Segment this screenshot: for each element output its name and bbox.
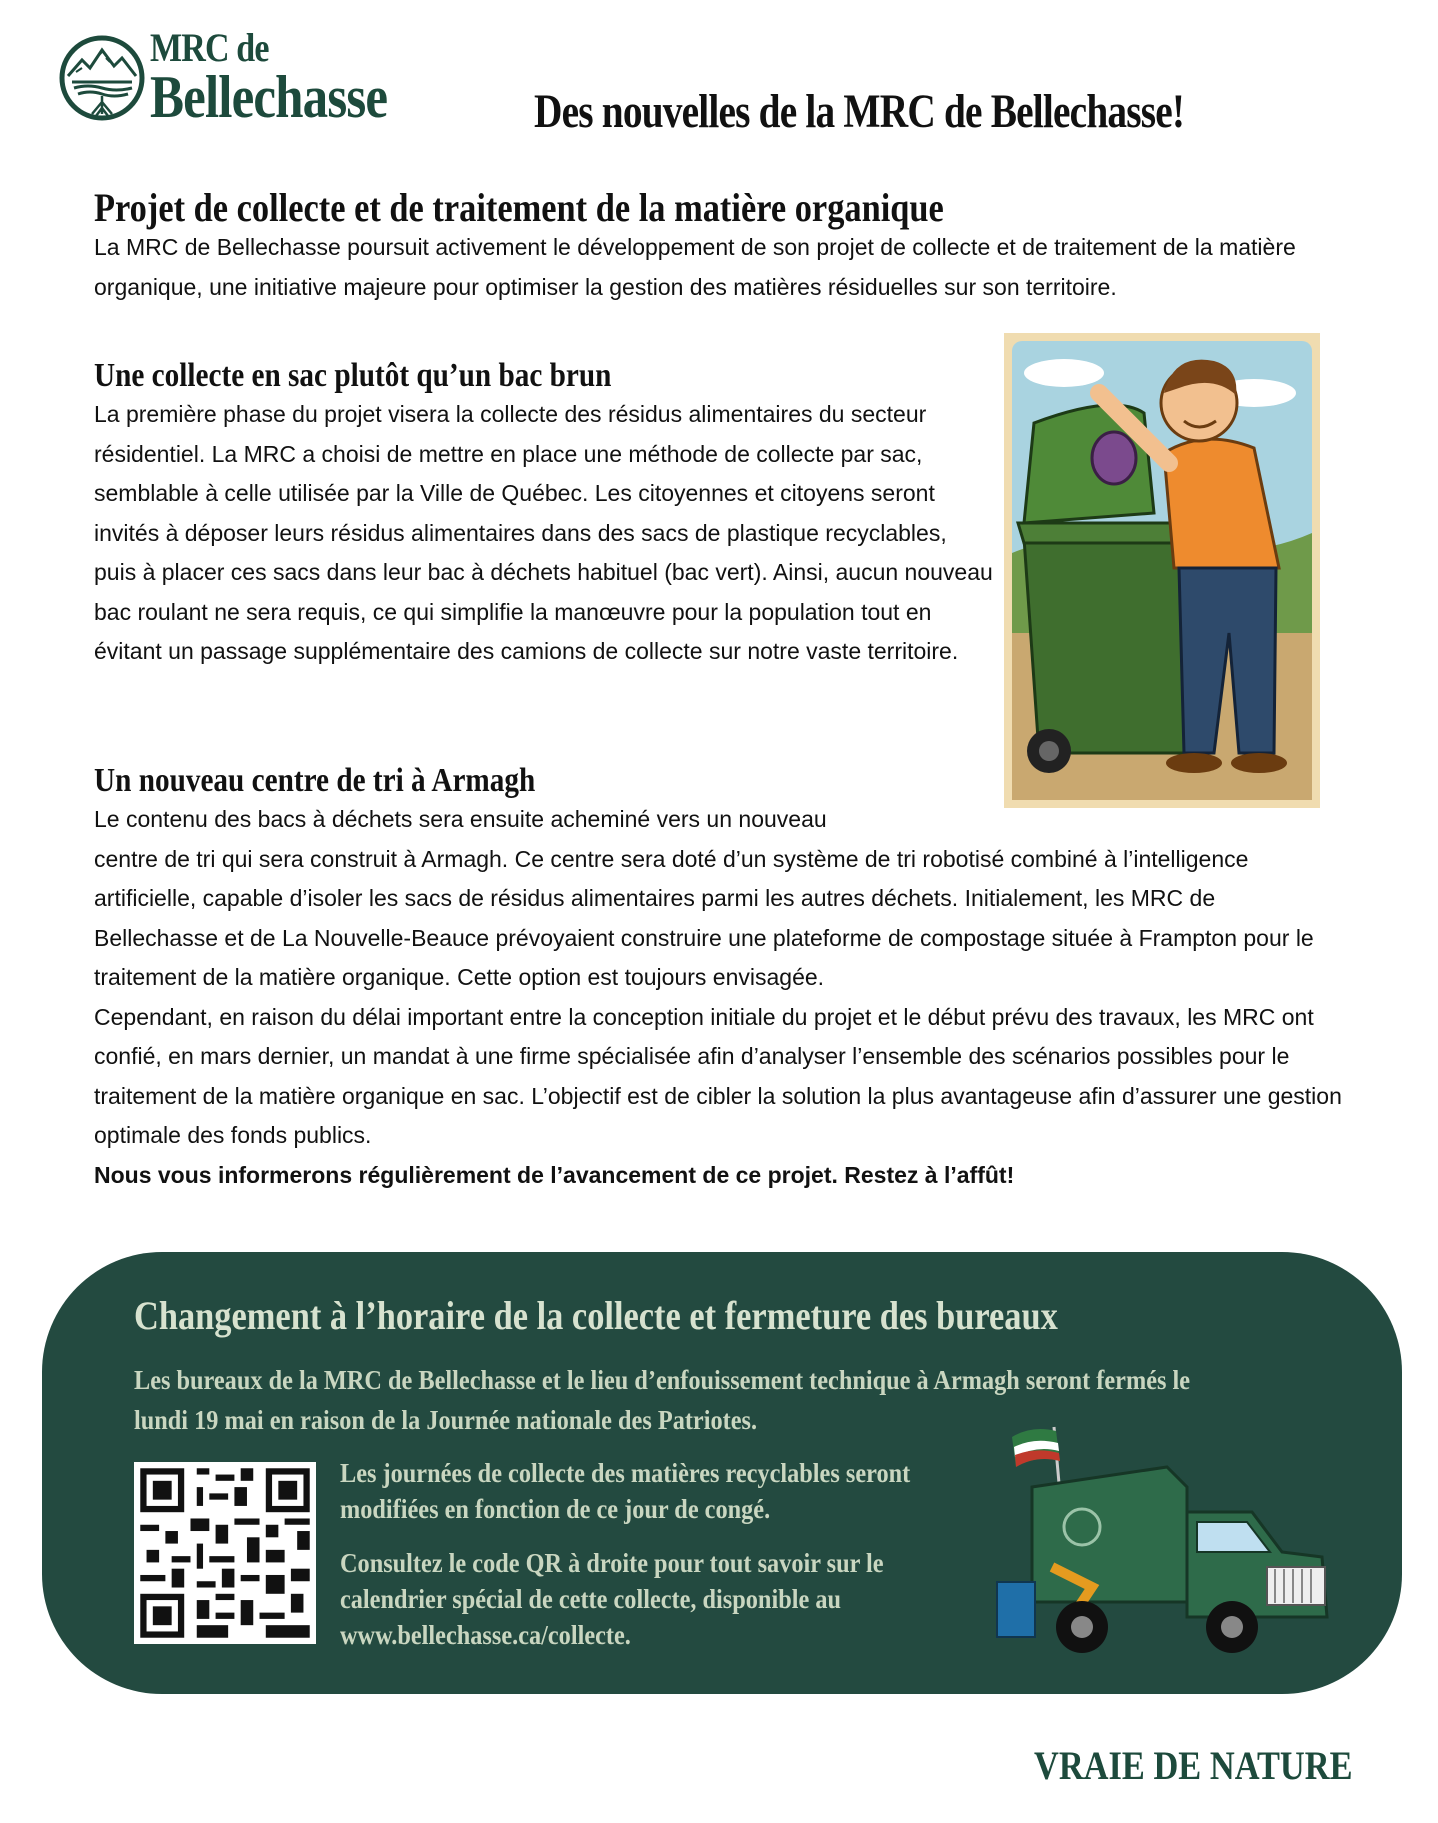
section2-body2: Cependant, en raison du délai important entre la conception initiale du projet et le début prévu des travaux, les MRC ont confié, en mars dernier, un mandat à une firme spécialisée afin d’analyser l’ensemble des scénarios possibles pour le traitement de la matière organique en sac. L’objectif est de cibler la solution la plus avantageuse afin d’assurer une gestion optimale des fonds publics.: [94, 1003, 1342, 1148]
mountain-logo-icon: [58, 24, 150, 132]
banner-qr-info: Consultez le code QR à droite pour tout savoir sur le calendrier spécial de cette collecte, disponible au www.bellechasse.ca/collecte.: [340, 1548, 884, 1650]
banner-collection-change: Les journées de collecte des matières recyclables seront modifiées en fonction de ce jour de congé.: [340, 1458, 911, 1524]
section2-body-rest: centre de tri qui sera construit à Armagh. Ce centre sera doté d’un système de tri robotisé combiné à l’intelligence artificielle, capable d’isoler les sacs de résidus alimentaires parmi les autres déchets. Initialement, les MRC de Bellechasse et de La Nouvelle-Beauce prévoyaient construire une plateforme de compostage située à Frampton pour le traitement de la matière organique. Cette option est toujours envisagée.: [94, 845, 1314, 990]
section2-heading: Un nouveau centre de tri à Armagh: [94, 762, 536, 799]
section1-body: La première phase du projet visera la collecte des résidus alimentaires du secteur résidentiel. La MRC a choisi de mettre en place une méthode de collecte par sac, semblable à celle utilisée par la Ville de Québec. Les citoyennes et citoyens seront invités à déposer leurs résidus alimentaires dans des sacs de plastique recyclables, puis à placer ces sacs dans leur bac à déchets habituel (bac vert). Ainsi, aucun nouveau bac roulant ne sera requis, ce qui simplifie la manœuvre pour la population tout en évitant un passage supplémentaire des camions de collecte sur notre vaste territoire.: [94, 401, 993, 664]
article-intro: La MRC de Bellechasse poursuit activement le développement de son projet de collecte et de traitement de la matière organique, une initiative majeure pour optimiser la gestion des matières résiduelles sur son territoire.: [94, 234, 1296, 300]
banner-title: Changement à l’horaire de la collecte et fermeture des bureaux: [134, 1293, 1058, 1338]
logo-text-line2: Bellechasse: [150, 64, 388, 130]
article-title: Projet de collecte et de traitement de la matière organique: [94, 185, 944, 230]
closing-note: Nous vous informerons régulièrement de l’avancement de ce projet. Restez à l’affût!: [94, 1161, 1015, 1188]
logo-text-line1: MRC de: [150, 25, 269, 70]
garbage-truck-icon: [992, 1417, 1352, 1677]
green-bin-illustration: [1004, 333, 1320, 808]
footer-brand: VRAIE DE NATURE: [1034, 1743, 1353, 1788]
banner-closure-notice: Les bureaux de la MRC de Bellechasse et le lieu d’enfouissement technique à Armagh seront fermés le lundi 19 mai en raison de la Journée nationale des Patriotes.: [134, 1365, 1191, 1435]
section1-heading: Une collecte en sac plutôt qu’un bac brun: [94, 357, 612, 394]
qr-code[interactable]: [134, 1462, 316, 1644]
mrc-logo: [58, 22, 448, 134]
section2-first-line: Le contenu des bacs à déchets sera ensuite acheminé vers un nouveau: [94, 806, 827, 832]
schedule-change-banner: [42, 1252, 1402, 1694]
page-headline: Des nouvelles de la MRC de Bellechasse!: [534, 85, 1185, 138]
section2-body: [94, 800, 1344, 1195]
